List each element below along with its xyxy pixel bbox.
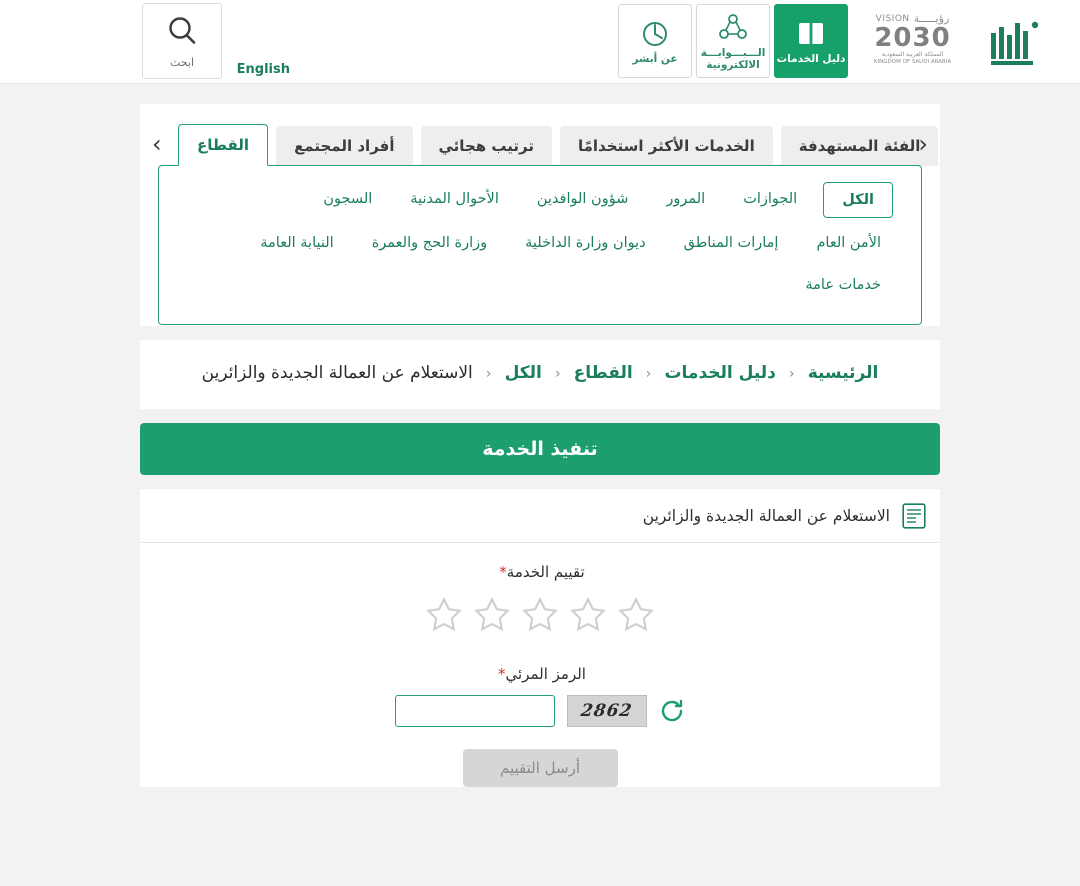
- rating-label: [140, 563, 940, 581]
- rating-label-text: تقييم الخدمة: [506, 563, 585, 581]
- cta-wrapper: [140, 423, 940, 475]
- page-content: [0, 84, 1080, 886]
- nav-tile-services-guide[interactable]: [774, 4, 848, 78]
- search-label: ابحث: [169, 55, 195, 69]
- breadcrumb: [140, 340, 940, 409]
- submit-rating-button[interactable]: أرسل التقييم: [463, 749, 618, 787]
- breadcrumb-item-sector[interactable]: القطاع: [573, 363, 633, 383]
- required-mark: *: [498, 665, 506, 683]
- star-4[interactable]: [472, 595, 512, 639]
- service-header: [140, 489, 940, 543]
- sector-chip-regional-emirates[interactable]: إمارات المناطق: [683, 235, 779, 251]
- tab-target-group[interactable]: الفئة المستهدفة: [781, 126, 939, 166]
- sector-chip-row-1: [173, 182, 907, 218]
- sector-filter-panel: [158, 165, 922, 325]
- sector-chip-civil-affairs[interactable]: الأحوال المدنية: [410, 191, 499, 207]
- sector-chip-all[interactable]: الكل: [823, 182, 893, 218]
- vision-sub-en: KINGDOM OF SAUDI ARABIA: [873, 59, 952, 65]
- star-1[interactable]: [616, 595, 656, 639]
- absher-logo[interactable]: [980, 6, 1052, 78]
- service-guide-tabs-card: [140, 104, 940, 326]
- vision-2030-logo: رؤيـــــة VISION 2030 المملكة العربية السعودية KINGDOM OF SAUDI ARABIA: [873, 12, 952, 65]
- network-icon: [718, 11, 748, 45]
- site-header: [0, 0, 1080, 84]
- sector-chip-passports[interactable]: الجوازات: [743, 191, 798, 207]
- tab-alphabetical[interactable]: ترتيب هجائي: [421, 126, 552, 166]
- breadcrumb-separator: ‹: [485, 366, 492, 382]
- tab-community-members[interactable]: أفراد المجتمع: [276, 126, 412, 166]
- sector-chip-public-security[interactable]: الأمن العام: [816, 235, 881, 251]
- breadcrumb-item-current: الاستعلام عن العمالة الجديدة والزائرين: [201, 363, 473, 383]
- breadcrumb-separator: ‹: [645, 366, 652, 382]
- service-title: الاستعلام عن العمالة الجديدة والزائرين: [642, 506, 890, 525]
- search-button[interactable]: [142, 3, 222, 79]
- required-mark: *: [499, 563, 507, 581]
- sector-chip-row-3: [173, 268, 907, 302]
- sector-chip-traffic[interactable]: المرور: [666, 191, 706, 207]
- nav-tile-portal[interactable]: [696, 4, 770, 78]
- info-circle-icon: [640, 17, 670, 51]
- book-icon: [796, 17, 826, 51]
- breadcrumb-separator: ‹: [554, 366, 561, 382]
- nav-tile-label: دليل الخدمات: [776, 53, 846, 65]
- star-5[interactable]: [424, 595, 464, 639]
- vision-sub-ar: المملكة العربية السعودية: [881, 51, 944, 58]
- captcha-row: [140, 695, 940, 727]
- breadcrumb-item-services-guide[interactable]: دليل الخدمات: [664, 363, 776, 383]
- refresh-icon[interactable]: [659, 698, 685, 724]
- breadcrumb-item-home[interactable]: الرئيسية: [807, 363, 879, 383]
- tabs-next-arrow[interactable]: ‹: [918, 130, 928, 158]
- sector-chip-hajj-umrah-ministry[interactable]: وزارة الحج والعمرة: [371, 235, 488, 251]
- document-list-icon: [902, 503, 926, 529]
- sector-chip-interior-ministry-diwan[interactable]: ديوان وزارة الداخلية: [525, 235, 646, 251]
- sector-chip-public-prosecution[interactable]: النيابة العامة: [260, 235, 334, 251]
- captcha-label-text: الرمز المرئي: [505, 665, 586, 683]
- rating-stars[interactable]: [140, 595, 940, 639]
- rating-block: [140, 543, 940, 787]
- captcha-image: [567, 695, 647, 727]
- language-switch[interactable]: English: [236, 62, 290, 77]
- tabs-row: [140, 104, 940, 166]
- tab-most-used[interactable]: الخدمات الأكثر استخدامًا: [560, 126, 773, 166]
- star-2[interactable]: [568, 595, 608, 639]
- search-icon: [165, 14, 199, 52]
- tabs-prev-arrow[interactable]: ›: [152, 130, 162, 158]
- breadcrumb-item-all[interactable]: الكل: [504, 363, 542, 383]
- vision-top-text: رؤيـــــة: [913, 12, 950, 25]
- header-nav-tiles: [618, 4, 848, 78]
- sector-chip-general-services[interactable]: خدمات عامة: [805, 277, 881, 293]
- execute-service-button[interactable]: تنفيذ الخدمة: [140, 423, 940, 475]
- tab-sector[interactable]: القطاع: [178, 124, 268, 166]
- nav-tile-label: عن أبشر: [632, 53, 678, 65]
- vision-number: 2030: [874, 23, 951, 53]
- sector-chip-row-2: [173, 226, 907, 260]
- captcha-text: 2862: [579, 701, 635, 721]
- nav-tile-label: الـــبـــوابـــة الالكترونية: [700, 47, 766, 71]
- captcha-input[interactable]: [395, 695, 555, 727]
- sector-chip-expatriate-affairs[interactable]: شؤون الوافدين: [536, 191, 629, 207]
- captcha-label: [140, 665, 940, 683]
- service-rating-card: [140, 489, 940, 787]
- star-3[interactable]: [520, 595, 560, 639]
- sector-chip-prisons[interactable]: السجون: [323, 191, 373, 207]
- breadcrumb-separator: ‹: [788, 366, 795, 382]
- nav-tile-about[interactable]: [618, 4, 692, 78]
